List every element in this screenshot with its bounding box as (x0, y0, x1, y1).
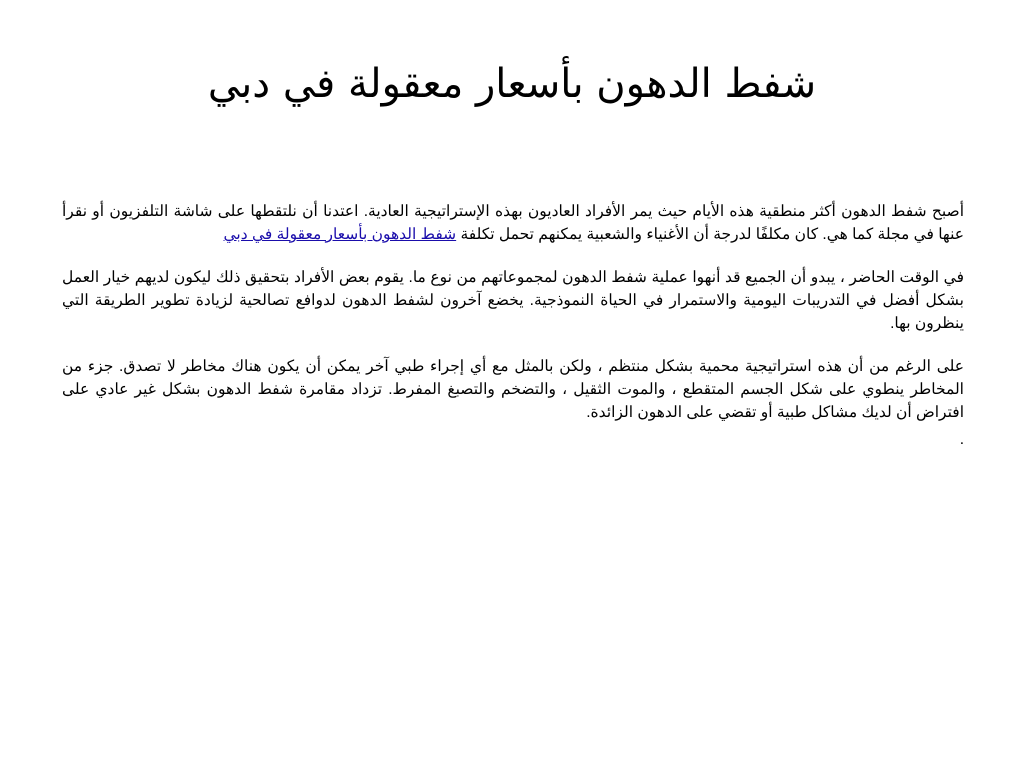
slide-body (62, 200, 964, 471)
paragraph-1 (62, 200, 964, 246)
slide-title: شفط الدهون بأسعار معقولة في دبي (207, 61, 817, 107)
trailing-period: . (959, 431, 964, 448)
paragraph-3: على الرغم من أن هذه استراتيجية محمية بشكل منتظم ، ولكن بالمثل مع أي إجراء طبي آخر يمكن أن يكون هناك مخاطر لا تصدق. جزء من المخاطر ينطوي على شكل الجسم المتقطع ، والموت الثقيل ، والتضخم والتصبغ المفرط. تزداد مقامرة شفط الدهون بشكل غير عادي على افتراض أن لديك مشاكل طبية أو تقضي على الدهون الزائدة. (62, 358, 964, 421)
paragraph-1-text: أصبح شفط الدهون أكثر منطقية هذه الأيام حيث يمر الأفراد العاديون بهذه الإستراتيجية العادية. اعتدنا أن نلتقطها على شاشة التلفزيون أو نقرأ عنها في مجلة كما هي. كان مكلفًا لدرجة أن الأغنياء والشعبية يمكنهم تحمل تكلفة (62, 203, 964, 243)
affordable-liposuction-link[interactable]: شفط الدهون بأسعار معقولة في دبي (223, 226, 457, 243)
paragraph-2: في الوقت الحاضر ، يبدو أن الجميع قد أنهوا عملية شفط الدهون لمجموعاتهم من نوع ما. يقوم بعض الأفراد بتحقيق ذلك ليكون لديهم خيار العمل بشكل أفضل في التدريبات اليومية والاستمرار في الحياة النموذجية. يخضع آخرون لشفط الدهون لدوافع تصالحية لزيادة تطوير الطريقة التي ينظرون بها. (62, 269, 964, 332)
